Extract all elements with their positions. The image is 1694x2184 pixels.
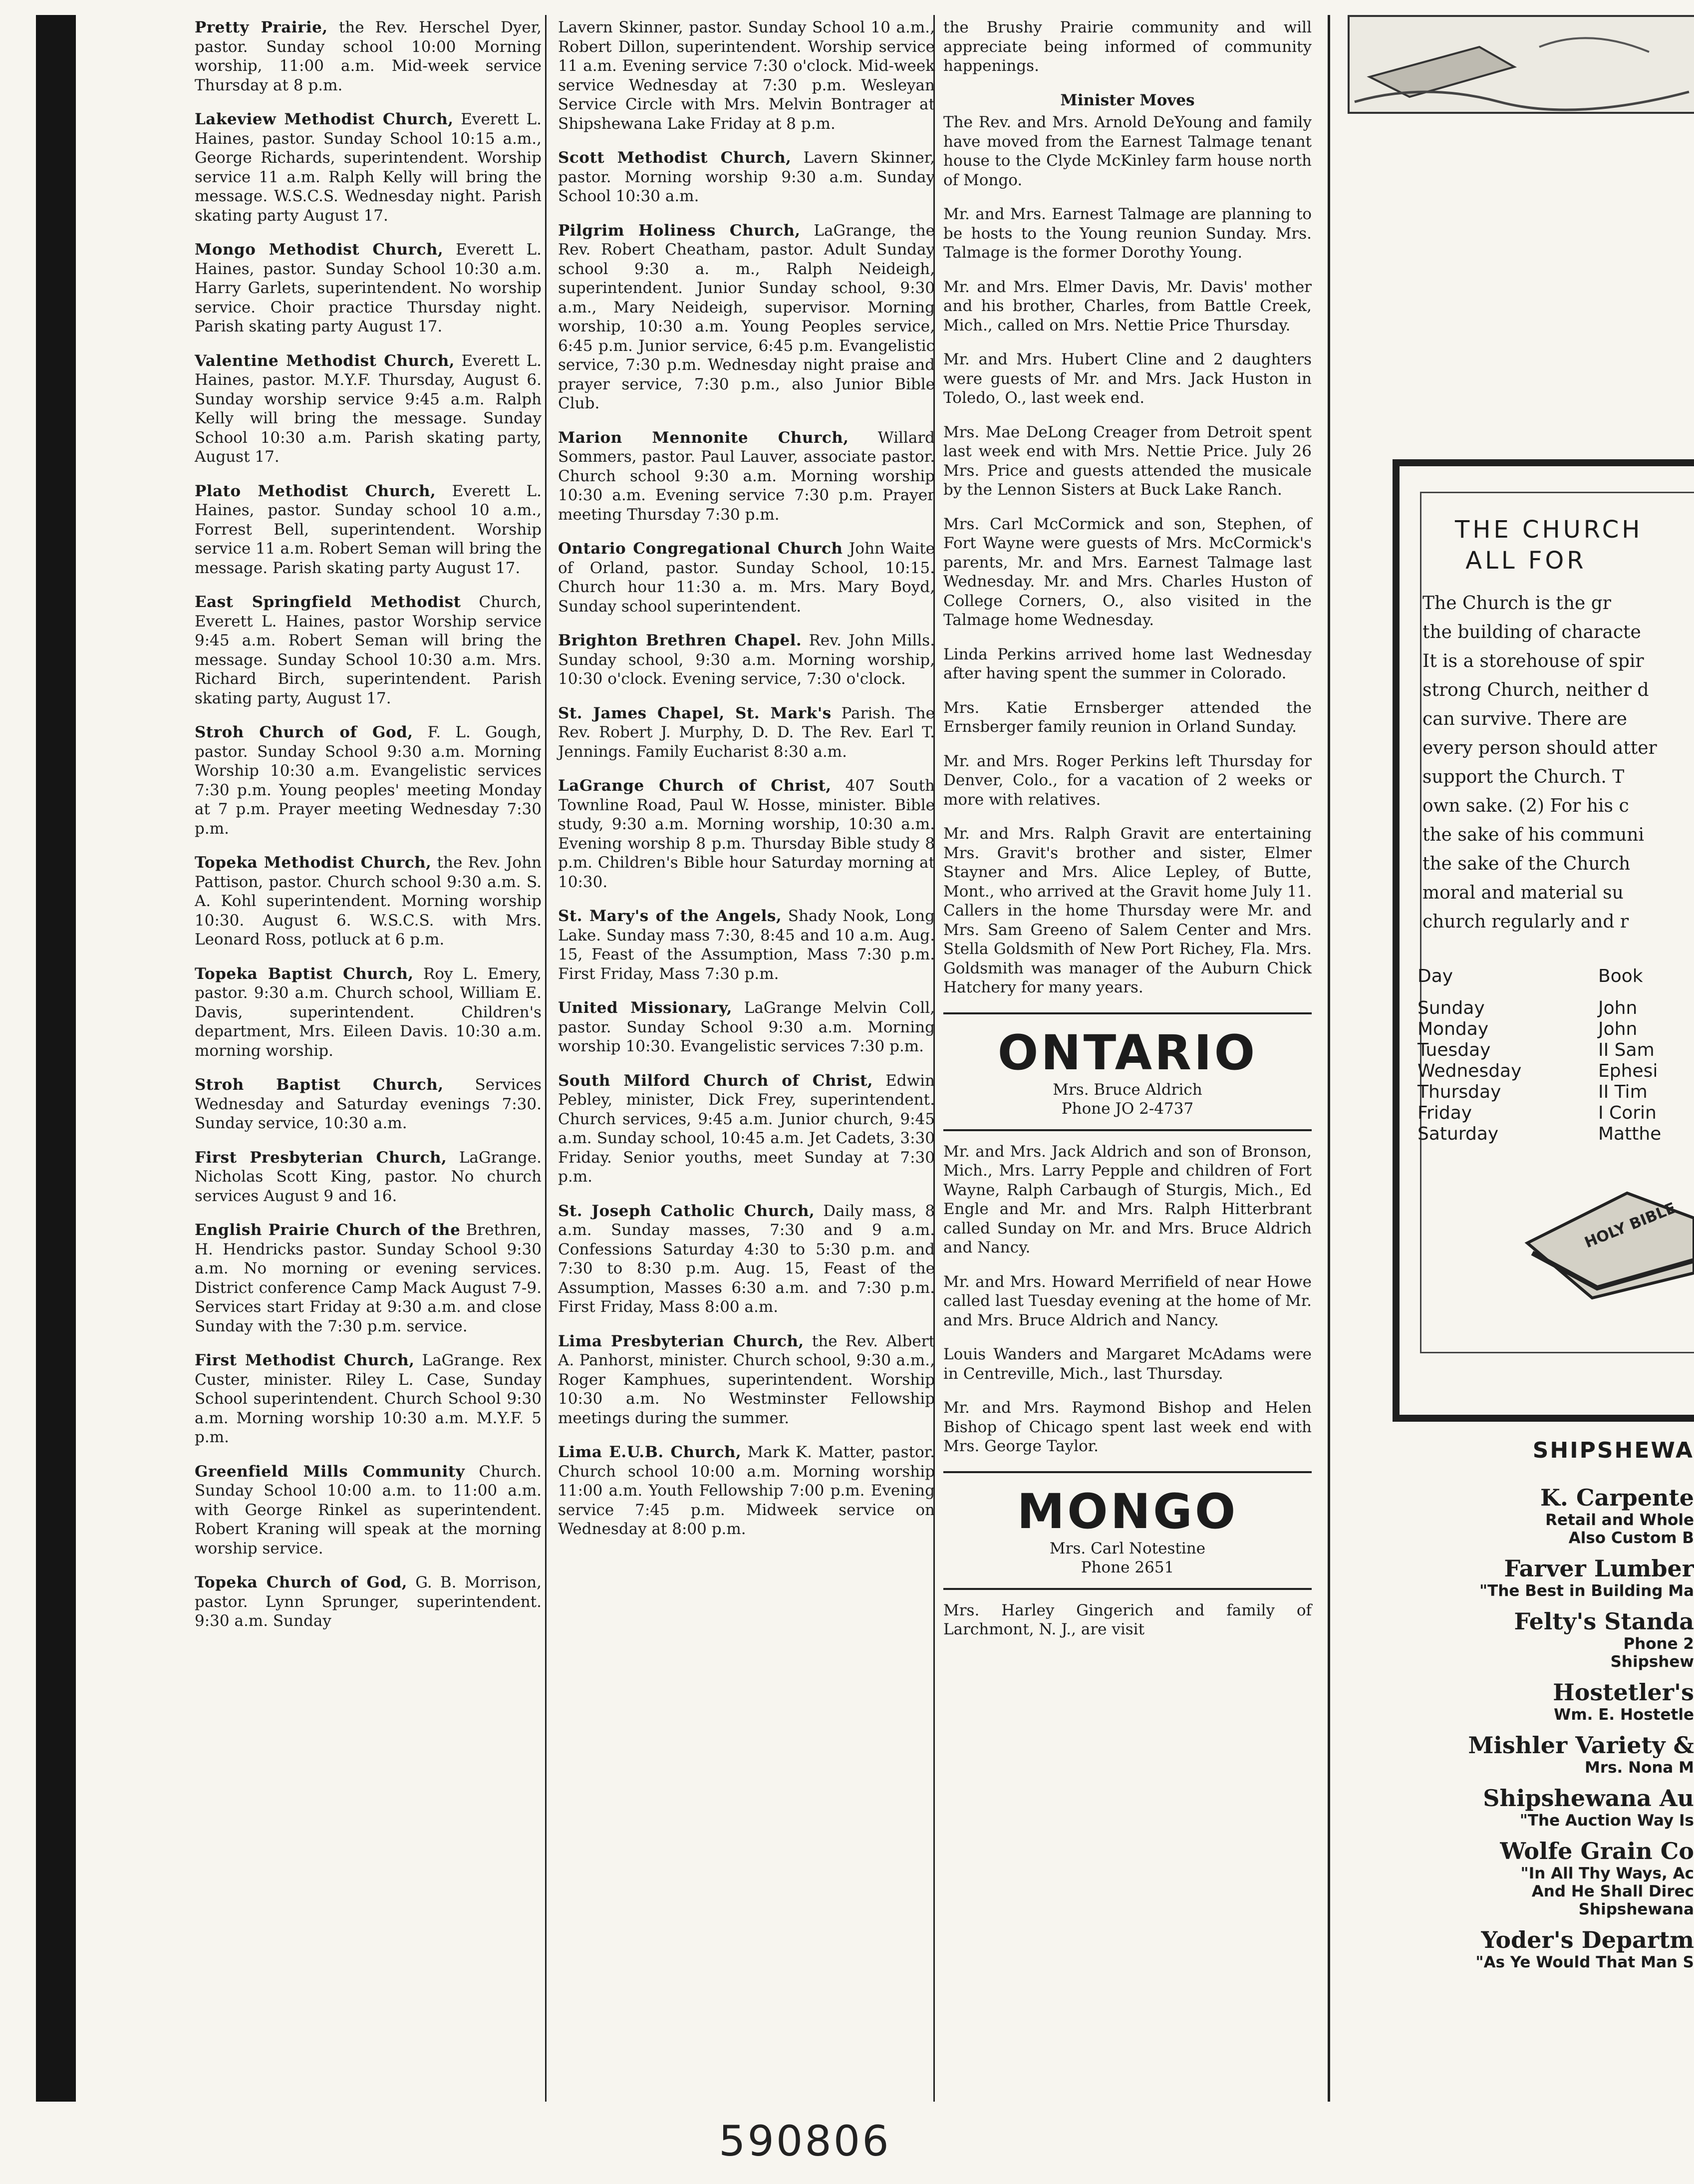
book-cell: Matthe: [1598, 1124, 1662, 1144]
church-name: East Springfield Methodist: [195, 593, 461, 611]
church-details: John Waite of Orland, pastor. Sunday School, 10:15. Church hour 11:30 a. m. Mrs. Mary Boyd, Sunday school superintendent.: [558, 540, 935, 616]
day-cell: Friday: [1417, 1103, 1472, 1123]
day-cell: Thursday: [1417, 1082, 1501, 1102]
church-ad-headline: [1455, 514, 1643, 576]
sponsor-line: Shipshewana: [1578, 1900, 1694, 1918]
church-details: LaGrange. Rex Custer, minister. Riley L. Case, Sunday School superintendent. Church School 9:30 a.m. Morning worship 10:30 a.m. M.Y.F. 5 p.m.: [195, 1351, 542, 1446]
church-details: Everett L. Haines, pastor. Sunday School 10:30 a.m. Harry Garlets, superintendent. No worship service. Choir practice Thursday night. Parish skating party August 17.: [195, 241, 542, 335]
news-text: Linda Perkins arrived home last Wednesday after having spent the summer in Colorado.: [943, 645, 1312, 682]
sponsor-entry: [1398, 1679, 1694, 1724]
church-listing: [558, 148, 935, 206]
section-divider: [943, 1129, 1312, 1131]
ad-line: The Church is the gr: [1422, 593, 1611, 614]
church-listing: [195, 1462, 542, 1559]
church-listing: [195, 1351, 542, 1447]
church-details: Church. Sunday School 10:00 a.m. to 11:00 a.m. with George Rinkel as superintendent. Robert Kraning will speak at the morning worship service.: [195, 1462, 542, 1558]
church-name: Stroh Baptist Church,: [195, 1076, 444, 1094]
correspondent-phone: Phone 2651: [1081, 1558, 1174, 1576]
news-item: [943, 423, 1312, 500]
church-name: Lima E.U.B. Church,: [558, 1443, 742, 1461]
church-name: Ontario Congregational Church: [558, 540, 843, 558]
church-name: Pilgrim Holiness Church,: [558, 221, 801, 240]
boat-illustration: [1350, 17, 1694, 112]
church-listing: [195, 723, 542, 838]
church-details: the Rev. Albert A. Panhorst, minister. Church school, 9:30 a.m., Roger Kamphues, superintendent. Worship 10:30 a.m. No Westminster Fellowship meetings during the summer.: [558, 1332, 935, 1427]
church-listing: [558, 776, 935, 892]
church-directory-column-1: [195, 18, 542, 1646]
scan-edge-bar: [36, 15, 76, 2102]
sponsor-name: Felty's Standa: [1514, 1608, 1694, 1635]
church-ad-title-line: ALL FOR: [1465, 547, 1587, 575]
news-text: Mr. and Mrs. Raymond Bishop and Helen Bishop of Chicago spent last week end with Mrs. George Taylor.: [943, 1399, 1312, 1455]
sponsor-name: K. Carpente: [1540, 1484, 1694, 1511]
table-row: [1417, 998, 1694, 1019]
church-details: Roy L. Emery, pastor. 9:30 a.m. Church school, William E. Davis, superintendent. Children's department, Mrs. Eileen Davis. 10:30 a.m. morning worship.: [195, 964, 542, 1060]
sponsor-name: Wolfe Grain Co: [1500, 1838, 1694, 1865]
church-details: 407 South Townline Road, Paul W. Hosse, minister. Bible study, 9:30 a.m. Morning worship, 10:30 a.m. Evening worship 8 p.m. Thursday Bible study 8 p.m. Children's Bible hour Saturday morning at 10:30.: [558, 777, 935, 891]
church-listing: [195, 964, 542, 1061]
church-name: Topeka Baptist Church,: [195, 964, 414, 983]
news-text: Mrs. Mae DeLong Creager from Detroit spent last week end with Mrs. Nettie Price. July 26 Mrs. Price and guests attended the musicale by the Lennon Sisters at Buck Lake Ranch.: [943, 423, 1312, 499]
table-header: [1417, 966, 1694, 987]
archive-number: 590806: [719, 2117, 891, 2166]
church-listing: [558, 704, 935, 762]
church-details: Shady Nook, Long Lake. Sunday mass 7:30, 8:45 and 10 a.m. Aug. 15, Feast of the Assumption, Mass 7:30 p.m. First Friday, Mass 7:30 p.m.: [558, 907, 935, 983]
table-row: [1417, 1082, 1694, 1103]
church-details: Church, Everett L. Haines, pastor Worship service 9:45 a.m. Robert Seman will bring the message. Sunday School 10:30 a.m. Mrs. Richard Birch, superintendent. Parish skating party, August 17.: [195, 593, 542, 707]
church-listing: [558, 18, 935, 133]
church-listing: [195, 240, 542, 336]
church-name: Valentine Methodist Church,: [195, 351, 455, 370]
church-details: the Rev. John Pattison, pastor. Church school 9:30 a.m. S. A. Kohl superintendent. Morning worship 10:30. August 6. W.S.C.S. with Mrs. Leonard Ross, potluck at 6 p.m.: [195, 854, 542, 948]
church-details: the Rev. Herschel Dyer, pastor. Sunday school 10:00 Morning worship, 11:00 a.m. Mid-week service Thursday at 8 p.m.: [195, 18, 542, 94]
ad-line: strong Church, neither d: [1422, 680, 1649, 700]
church-name: First Presbyterian Church,: [195, 1148, 447, 1167]
sponsor-name: Hostetler's: [1553, 1679, 1694, 1706]
news-text: Mr. and Mrs. Earnest Talmage are planning to be hosts to the Young reunion Sunday. Mrs. Talmage is the former Dorothy Young.: [943, 205, 1312, 262]
news-text: the Brushy Prairie community and will appreciate being informed of community happenings.: [943, 18, 1312, 75]
day-cell: Wednesday: [1417, 1061, 1522, 1081]
church-details: Parish. The Rev. Robert J. Murphy, D. D. The Rev. Earl T. Jennings. Family Eucharist 8:30 a.m.: [558, 704, 935, 761]
section-divider: [943, 1012, 1312, 1014]
ad-illustration-top: [1348, 15, 1694, 114]
church-name: Plato Methodist Church,: [195, 482, 436, 500]
news-text: Louis Wanders and Margaret McAdams were in Centreville, Mich., last Thursday.: [943, 1345, 1312, 1383]
news-item: [943, 113, 1312, 190]
sponsor-entry: [1398, 1926, 1694, 1971]
news-text: Mr. and Mrs. Jack Aldrich and son of Bronson, Mich., Mrs. Larry Pepple and children of Fort Wayne, Ralph Carbaugh of Sturgis, Mich., Ed Engle and Mr. and Mrs. Ralph Hitterbrant called Sunday on Mr. and Mrs. Bruce Aldrich and Nancy.: [943, 1142, 1312, 1256]
ad-line: the building of characte: [1422, 622, 1641, 642]
sponsor-line: And He Shall Direc: [1531, 1882, 1694, 1900]
church-listing: [195, 1148, 542, 1206]
book-cell: II Tim: [1598, 1082, 1648, 1102]
day-cell: Monday: [1417, 1019, 1489, 1039]
news-text: Mr. and Mrs. Ralph Gravit are entertaining Mrs. Gravit's brother and sister, Elmer Stayner and Mrs. Alice Lepley, of Butte, Mont., who arrived at the Gravit home July 11. Callers in the home Thursday were Mr. and Mrs. Sam Greeno of Salem Center and Mrs. Stella Goldsmith of New Port Richey, Fla. Mrs. Goldsmith was manager of the Auburn Chick Hatchery for many years.: [943, 825, 1312, 996]
section-divider: [943, 1588, 1312, 1590]
correspondent-name: Mrs. Carl Notestine: [1049, 1539, 1206, 1558]
news-item: [943, 1345, 1312, 1383]
sponsor-line: Phone 2: [1623, 1635, 1694, 1653]
sponsor-name: Farver Lumber: [1504, 1555, 1694, 1582]
church-listing: [195, 1221, 542, 1336]
ad-line: support the Church. T: [1422, 767, 1625, 787]
sponsor-line: Shipshew: [1610, 1653, 1694, 1671]
church-name: First Methodist Church,: [195, 1351, 415, 1369]
book-cell: Ephesi: [1598, 1061, 1658, 1081]
book-cell: John: [1598, 1019, 1638, 1039]
sponsor-line: "As Ye Would That Man S: [1475, 1953, 1694, 1971]
church-details: Mark K. Matter, pastor. Church school 10:00 a.m. Morning worship 11:00 a.m. Youth Fellowship 7:00 p.m. Evening service 7:45 p.m. Midweek service on Wednesday at 8:00 p.m.: [558, 1443, 935, 1538]
sponsor-entry: [1398, 1785, 1694, 1830]
sponsor-line: "The Best in Building Ma: [1479, 1582, 1694, 1600]
church-listing: [195, 593, 542, 708]
news-item: [943, 350, 1312, 408]
sponsor-line: "In All Thy Ways, Ac: [1520, 1865, 1694, 1882]
news-subhead: Minister Moves: [1060, 91, 1195, 109]
church-name: Lakeview Methodist Church,: [195, 110, 454, 128]
church-listing: [558, 1443, 935, 1539]
sponsor-entry: [1398, 1608, 1694, 1671]
bible-reading-table: [1417, 966, 1694, 1145]
church-listing: [558, 1202, 935, 1317]
church-listing: [195, 482, 542, 578]
news-text: Mr. and Mrs. Roger Perkins left Thursday for Denver, Colo., for a vacation of 2 weeks or more with relatives.: [943, 752, 1312, 809]
church-listing: [195, 1573, 542, 1631]
church-listing: [195, 351, 542, 467]
news-item: [943, 1601, 1312, 1639]
church-ad-body: [1422, 589, 1694, 936]
church-ad-title-line: THE CHURCH: [1455, 516, 1643, 544]
church-name: South Milford Church of Christ,: [558, 1071, 873, 1090]
church-listing: [195, 1075, 542, 1133]
sponsor-entry: [1398, 1732, 1694, 1777]
church-details: F. L. Gough, pastor. Sunday School 9:30 a.m. Morning Worship 10:30 a.m. Evangelistic services 7:30 p.m. Young peoples' meeting Monday at 7 p.m. Prayer meeting Wednesday 7:30 p.m.: [195, 723, 542, 838]
church-name: St. Joseph Catholic Church,: [558, 1202, 815, 1220]
news-item: [943, 645, 1312, 683]
church-listing: [195, 18, 542, 95]
church-details: LaGrange, the Rev. Robert Cheatham, pastor. Adult Sunday school 9:30 a. m., Ralph Neideigh, superintendent. Junior Sunday school, 9:30 a.m., Mary Neideigh, supervisor. Morning worship, 10:30 a.m. Young Peoples service, 6:45 p.m. Junior service, 6:45 p.m. Evangelistic service, 7:30 p.m. Wednesday night praise and prayer service, 7:30 p.m., also Junior Bible Club.: [558, 221, 935, 412]
news-text: Mr. and Mrs. Hubert Cline and 2 daughters were guests of Mr. and Mrs. Jack Huston in Toledo, O., last week end.: [943, 350, 1312, 407]
church-listing: [558, 631, 935, 689]
section-divider: [943, 1471, 1312, 1473]
church-details: Services Wednesday and Saturday evenings 7:30. Sunday service, 10:30 a.m.: [195, 1076, 542, 1132]
ad-line: moral and material su: [1422, 883, 1624, 903]
church-name: Lima Presbyterian Church,: [558, 1332, 804, 1350]
ad-line: can survive. There are: [1422, 709, 1627, 729]
church-details: G. B. Morrison, pastor. Lynn Sprunger, superintendent. 9:30 a.m. Sunday: [195, 1573, 542, 1630]
ad-line: It is a storehouse of spir: [1422, 651, 1644, 671]
ad-line: church regularly and r: [1422, 912, 1629, 932]
news-item: [943, 1142, 1312, 1257]
church-listing: [558, 1332, 935, 1428]
day-cell: Saturday: [1417, 1124, 1499, 1144]
news-item: [943, 205, 1312, 263]
table-row: [1417, 1103, 1694, 1124]
church-name: Pretty Prairie,: [195, 18, 328, 36]
ad-line: the sake of the Church: [1422, 854, 1631, 874]
mongo-title: MONGO: [1017, 1483, 1238, 1540]
news-item: [943, 1272, 1312, 1330]
church-details: Brethren, H. Hendricks pastor. Sunday School 9:30 a.m. No morning or evening services. District conference Camp Mack August 7-9. Services start Friday at 9:30 a.m. and close Sunday with the 7:30 p.m. service.: [195, 1221, 542, 1335]
column-rule-3: [1328, 15, 1330, 2102]
church-name: St. Mary's of the Angels,: [558, 907, 782, 925]
church-details: Lavern Skinner, pastor. Morning worship 9:30 a.m. Sunday School 10:30 a.m.: [558, 149, 935, 205]
table-row: [1417, 1040, 1694, 1061]
sponsor-line: Retail and Whole: [1545, 1511, 1694, 1529]
church-details: Rev. John Mills. Sunday school, 9:30 a.m. Morning worship, 10:30 o'clock. Evening service, 7:30 o'clock.: [558, 631, 935, 688]
news-text: The Rev. and Mrs. Arnold DeYoung and family have moved from the Earnest Talmage tenant house to the Clyde McKinley farm house north of Mongo.: [943, 113, 1312, 189]
church-name: Scott Methodist Church,: [558, 149, 792, 167]
column-rule-1: [545, 15, 547, 2102]
news-text: Mrs. Carl McCormick and son, Stephen, of Fort Wayne were guests of Mrs. McCormick's parents, Mr. and Mrs. Earnest Talmage last Wednesday. Mr. and Mrs. Charles Huston of College Corners, O., also visited in the Talmage home Wednesday.: [943, 515, 1312, 629]
column-header-book: Book: [1598, 966, 1643, 986]
church-directory-column-2: [558, 18, 935, 1554]
ontario-title: ONTARIO: [997, 1024, 1258, 1081]
news-text: Mrs. Katie Ernsberger attended the Ernsberger family reunion in Orland Sunday.: [943, 698, 1312, 736]
book-cell: I Corin: [1598, 1103, 1657, 1123]
news-item: [943, 752, 1312, 810]
church-listing: [558, 221, 935, 413]
bible-illustration: [1517, 1173, 1694, 1303]
bible-label: HOLY BIBLE: [1582, 1199, 1679, 1252]
ad-line: the sake of his communi: [1422, 825, 1644, 845]
bible-icon: [1517, 1173, 1694, 1303]
sponsor-list: [1398, 1438, 1694, 1971]
church-name: Greenfield Mills Community: [195, 1462, 465, 1481]
sponsor-entry: [1398, 1484, 1694, 1547]
church-listing: [558, 539, 935, 616]
church-details: Everett L. Haines, pastor. Sunday school 10 a.m., Forrest Bell, superintendent. Worship service 11 a.m. Robert Seman will bring the message. Parish skating party August 17.: [195, 482, 542, 577]
church-name: Topeka Methodist Church,: [195, 854, 432, 872]
news-text: Mrs. Harley Gingerich and family of Larchmont, N. J., are visit: [943, 1601, 1312, 1638]
table-row: [1417, 1124, 1694, 1145]
sponsor-line: Wm. E. Hostetle: [1554, 1706, 1694, 1724]
church-details: Everett L. Haines, pastor. M.Y.F. Thursday, August 6. Sunday worship service 9:45 a.m. Ralph Kelly will bring the message. Sunday School 10:30 a.m. Parish skating party, August 17.: [195, 351, 542, 466]
church-listing: [558, 998, 935, 1056]
sponsor-name: Mishler Variety &: [1468, 1732, 1694, 1759]
sponsor-entry: [1398, 1838, 1694, 1918]
news-item: [943, 18, 1312, 76]
correspondent-name: Mrs. Bruce Aldrich: [1053, 1080, 1202, 1099]
ad-line: own sake. (2) For his c: [1422, 796, 1629, 816]
church-details: Everett L. Haines, pastor. Sunday School 10:15 a.m., George Richards, superintendent. Worship service 11 a.m. Ralph Kelly will bring the message. W.S.C.S. Wednesday night. Parish skating party August 17.: [195, 110, 542, 225]
church-details: LaGrange Melvin Coll, pastor. Sunday School 9:30 a.m. Morning worship 10:30. Evangelistic services 7:30 p.m.: [558, 999, 935, 1055]
church-details: Daily mass, 8 a.m. Sunday masses, 7:30 and 9 a.m. Confessions Saturday 4:30 to 5:30 p.m. and 7:30 to 8:30 p.m. Aug. 15, Feast of the Assumption, Masses 6:30 a.m. and 7:30 p.m. First Friday, Mass 8:00 a.m.: [558, 1202, 935, 1316]
sponsor-entry: [1398, 1555, 1694, 1600]
church-details: Willard Sommers, pastor. Paul Lauver, associate pastor. Church school 9:30 a.m. Morning worship 10:30 a.m. Evening service 7:30 p.m. Prayer meeting Thursday 7:30 p.m.: [558, 428, 935, 524]
sponsor-line: "The Auction Way Is: [1519, 1812, 1694, 1830]
mongo-section-header: [943, 1484, 1312, 1577]
book-cell: II Sam: [1598, 1040, 1655, 1060]
sponsor-name: Yoder's Departm: [1481, 1926, 1694, 1953]
sponsor-name: Shipshewana Au: [1483, 1785, 1694, 1812]
church-details: LaGrange. Nicholas Scott King, pastor. No church services August 9 and 16.: [195, 1148, 542, 1205]
church-details: Lavern Skinner, pastor. Sunday School 10 a.m., Robert Dillon, superintendent. Worship service 11 a.m. Evening service 7:30 o'clock. Mid-week service Wednesday at 7:30 p.m. Wesleyan Service Circle with Mrs. Melvin Bontrager at Shipshewana Lake Friday at 8 p.m.: [558, 18, 935, 133]
news-item: [943, 278, 1312, 335]
day-cell: Tuesday: [1417, 1040, 1491, 1060]
table-row: [1417, 1061, 1694, 1082]
church-name: Marion Mennonite Church,: [558, 428, 849, 447]
sponsor-line: Also Custom B: [1568, 1529, 1694, 1547]
correspondent-phone: Phone JO 2-4737: [1061, 1099, 1194, 1118]
church-name: English Prairie Church of the: [195, 1221, 461, 1239]
news-item: [943, 824, 1312, 997]
news-item: [943, 698, 1312, 737]
sponsor-heading: SHIPSHEWA: [1532, 1438, 1694, 1463]
church-name: Topeka Church of God,: [195, 1573, 408, 1591]
church-name: Mongo Methodist Church,: [195, 241, 444, 259]
church-name: St. James Chapel, St. Mark's: [558, 704, 832, 722]
news-item: [943, 515, 1312, 630]
church-name: LaGrange Church of Christ,: [558, 777, 832, 795]
church-listing: [558, 907, 935, 983]
news-text: Mr. and Mrs. Howard Merrifield of near Howe called last Tuesday evening at the home of Mr. and Mrs. Bruce Aldrich and Nancy.: [943, 1272, 1312, 1329]
day-cell: Sunday: [1417, 998, 1485, 1018]
church-name: Brighton Brethren Chapel.: [558, 631, 802, 649]
book-cell: John: [1598, 998, 1638, 1018]
community-news-column: [943, 18, 1312, 1654]
column-header-day: Day: [1417, 966, 1453, 986]
ad-line: every person should atter: [1422, 738, 1657, 758]
ontario-section-header: [943, 1025, 1312, 1118]
church-name: United Missionary,: [558, 999, 732, 1017]
table-row: [1417, 1019, 1694, 1040]
church-listing: [195, 853, 542, 949]
church-listing: [558, 1071, 935, 1187]
church-listing: [195, 110, 542, 225]
news-text: Mr. and Mrs. Elmer Davis, Mr. Davis' mother and his brother, Charles, from Battle Creek, Mich., called on Mrs. Nettie Price Thursday.: [943, 278, 1312, 334]
sponsor-line: Mrs. Nona M: [1584, 1759, 1694, 1777]
church-details: Edwin Pebley, minister, Dick Frey, superintendent. Church services, 9:45 a.m. Junior church, 9:45 a.m. Sunday school, 10:45 a.m. Jet Cadets, 3:30 Friday. Senior youths, meet Sunday at 7:30 p.m.: [558, 1071, 935, 1186]
news-item: [943, 1398, 1312, 1456]
church-listing: [558, 428, 935, 525]
church-name: Stroh Church of God,: [195, 723, 413, 741]
